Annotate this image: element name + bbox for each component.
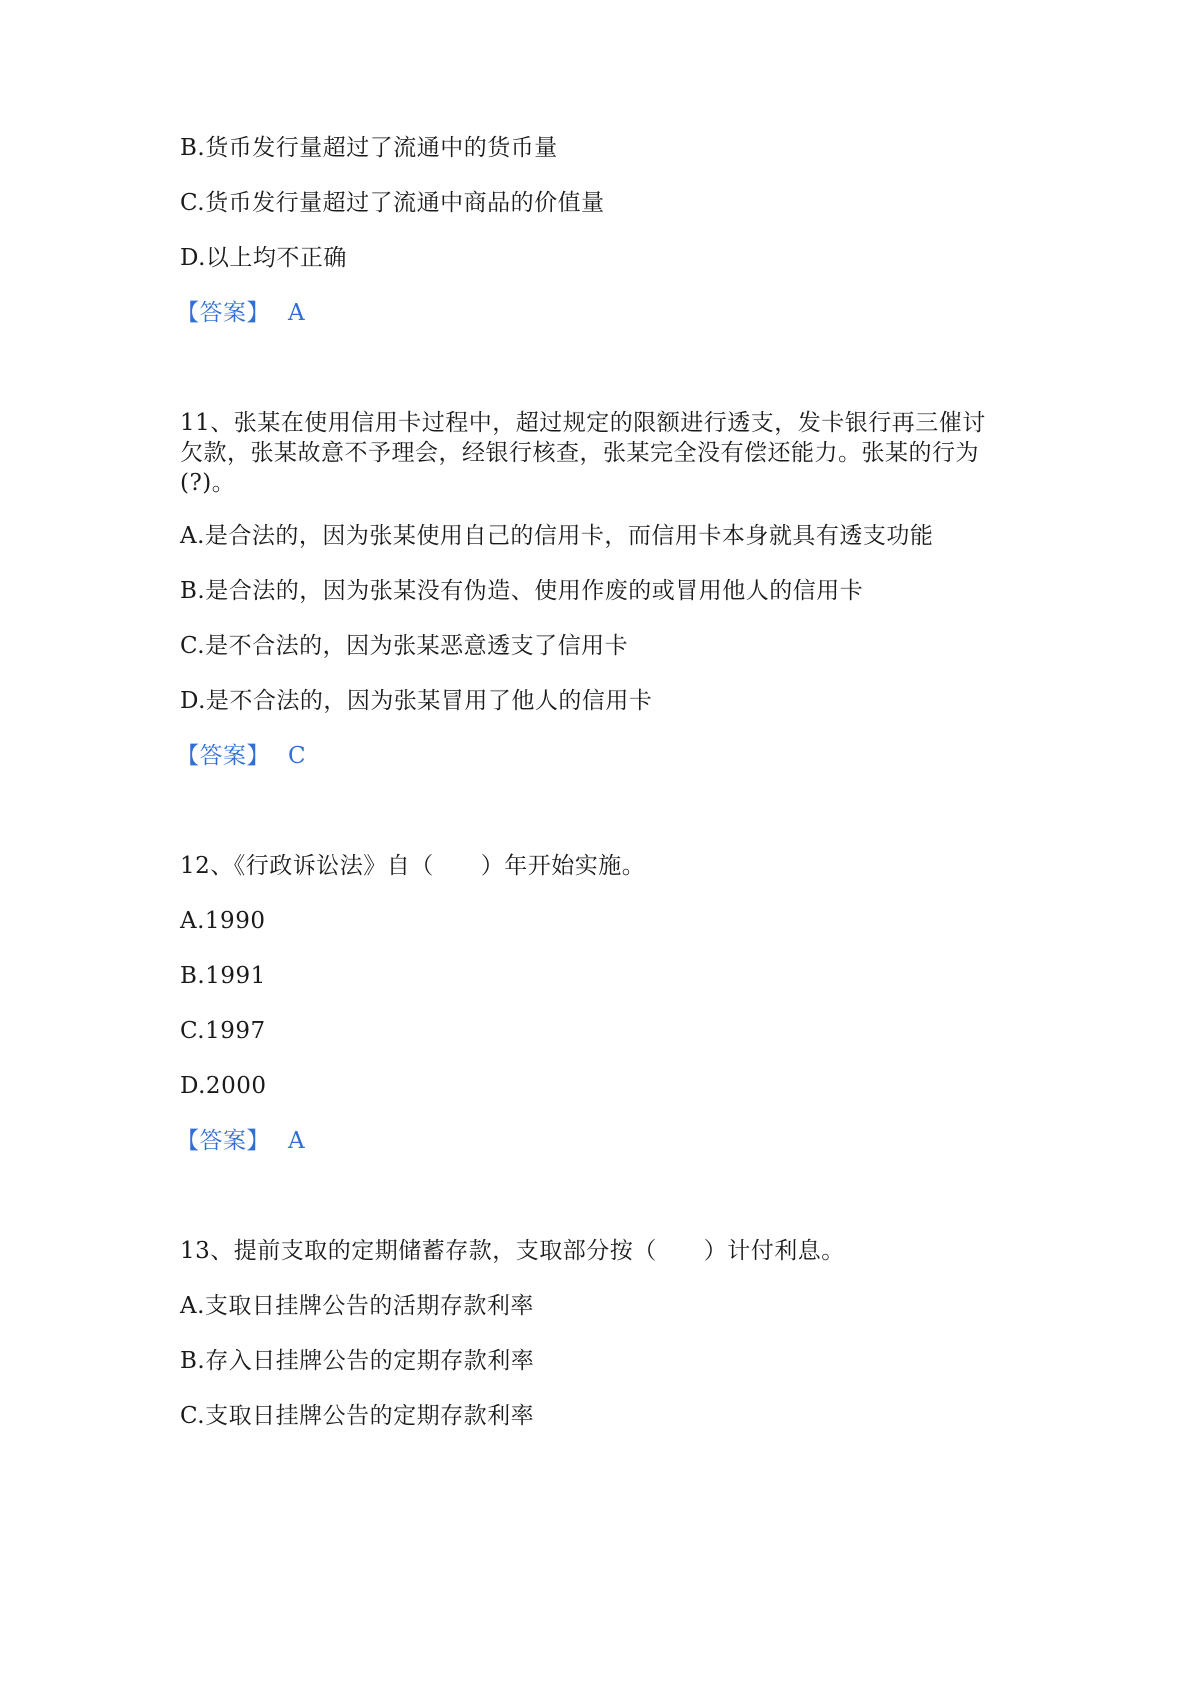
q11-option-b: B.是合法的，因为张某没有伪造、使用作废的或冒用他人的信用卡	[180, 578, 864, 604]
q11-answer	[176, 739, 306, 773]
q13-stem: 13、提前支取的定期储蓄存款，支取部分按（ ）计付利息。	[180, 1238, 845, 1264]
q10-answer	[176, 296, 305, 330]
q12-option-d: D.2000	[180, 1073, 267, 1099]
q11-stem-line-2: 欠款，张某故意不予理会，经银行核查，张某完全没有偿还能力。张某的行为	[180, 440, 979, 466]
q11-option-c: C.是不合法的，因为张某恶意透支了信用卡	[180, 633, 629, 659]
q13-option-c: C.支取日挂牌公告的定期存款利率	[180, 1403, 535, 1429]
answer-label: 【答案】	[176, 743, 270, 769]
answer-label: 【答案】	[176, 1128, 270, 1154]
q13-option-b: B.存入日挂牌公告的定期存款利率	[180, 1348, 535, 1374]
answer-value: A	[288, 1128, 306, 1154]
q12-option-b: B.1991	[180, 963, 266, 989]
answer-value: C	[288, 743, 307, 769]
q12-option-c: C.1997	[180, 1018, 266, 1044]
q12-answer	[176, 1124, 305, 1158]
q10-option-c: C.货币发行量超过了流通中商品的价值量	[180, 190, 605, 216]
q12-stem: 12、《行政诉讼法》自（ ）年开始实施。	[180, 853, 646, 879]
q11-option-a: A.是合法的，因为张某使用自己的信用卡，而信用卡本身就具有透支功能	[180, 523, 934, 549]
q11-stem-line-1: 11、张某在使用信用卡过程中，超过规定的限额进行透支，发卡银行再三催讨	[180, 410, 986, 436]
answer-value: A	[288, 300, 306, 326]
q10-option-d: D.以上均不正确	[180, 245, 347, 271]
q11-stem-line-3: (?)。	[180, 470, 236, 496]
q12-option-a: A.1990	[180, 908, 266, 934]
q13-option-a: A.支取日挂牌公告的活期存款利率	[180, 1293, 534, 1319]
q11-option-d: D.是不合法的，因为张某冒用了他人的信用卡	[180, 688, 653, 714]
q10-option-b: B.货币发行量超过了流通中的货币量	[180, 135, 558, 161]
answer-label: 【答案】	[176, 300, 270, 326]
